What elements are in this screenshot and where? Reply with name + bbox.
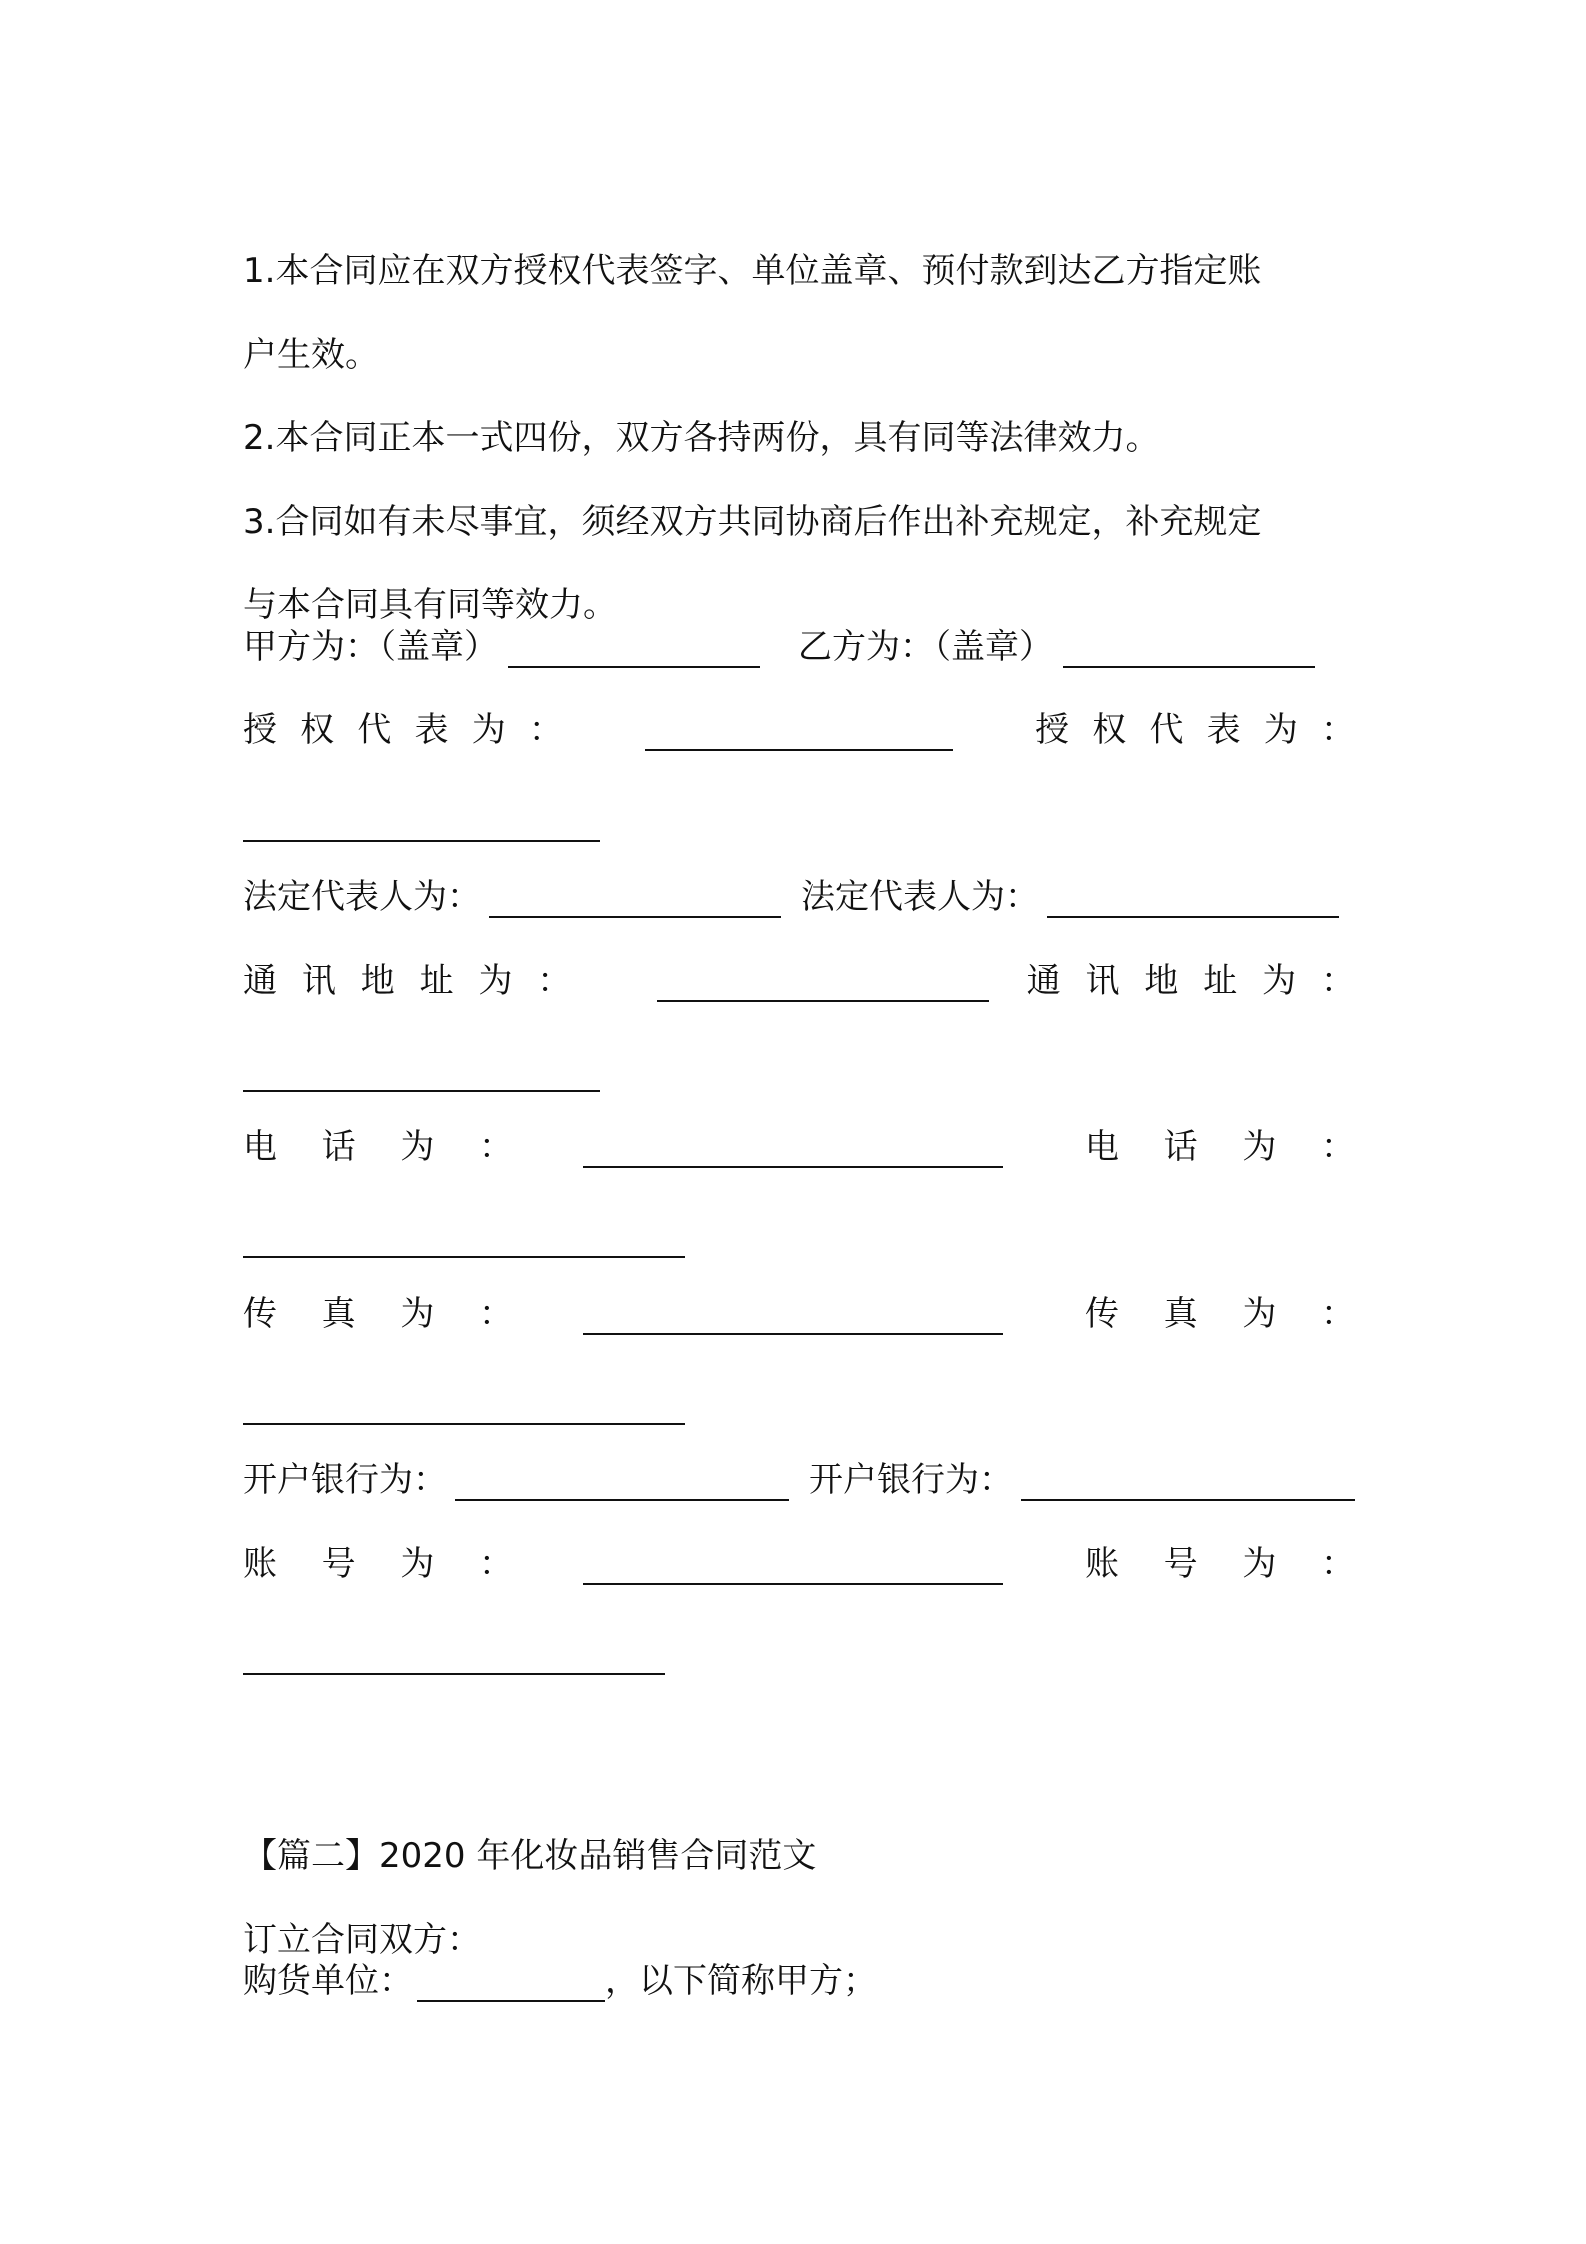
party-b-seal-label: 乙方为：（盖章） [798, 627, 1053, 667]
buyer-label: 购货单位： [243, 1961, 413, 2001]
buyer-row [243, 1960, 1355, 2002]
clause-3-text: 3.合同如有未尽事宜，须经双方共同协商后作出补充规定，补充规定 [243, 502, 1262, 542]
seal-row [243, 626, 1355, 668]
party-b-auth-rep-label: 授 权 代 表 为 ： [1035, 710, 1355, 750]
party-a-seal-label: 甲方为：（盖章） [243, 627, 498, 667]
clause-1-text-cont: 户生效。 [243, 335, 379, 375]
phone-row [243, 1126, 1355, 1168]
clause-3-text-cont: 与本合同具有同等效力。 [243, 585, 617, 625]
section-two-title: 【篇二】2020 年化妆品销售合同范文 [243, 1836, 817, 1876]
party-b-fax-blank[interactable] [243, 1423, 685, 1425]
clause-1-line-2 [0, 292, 1586, 376]
party-a-auth-rep-blank[interactable] [645, 719, 953, 751]
fax-row [243, 1293, 1355, 1335]
clause-3-line-2 [0, 542, 1586, 626]
clause-1-text: 1.本合同应在双方授权代表签字、单位盖章、预付款到达乙方指定账 [243, 251, 1262, 291]
legal-rep-row [243, 876, 1355, 918]
clause-2-line [0, 375, 1586, 459]
party-a-phone-label: 电 话 为 ： [243, 1127, 513, 1167]
bank-row [243, 1459, 1355, 1501]
parties-heading-line [0, 1877, 1586, 1961]
party-b-fax-label: 传 真 为 ： [1085, 1294, 1355, 1334]
address-row [243, 960, 1355, 1002]
party-b-phone-label: 电 话 为 ： [1085, 1127, 1355, 1167]
clause-1-line-1 [0, 208, 1586, 292]
party-b-address-blank[interactable] [243, 1090, 600, 1092]
party-a-auth-rep-label: 授 权 代 表 为 ： [243, 710, 563, 750]
party-a-legal-rep-label: 法定代表人为： [243, 877, 481, 917]
clause-3-line-1 [0, 459, 1586, 543]
party-a-address-blank[interactable] [657, 970, 988, 1002]
parties-heading: 订立合同双方： [243, 1920, 481, 1960]
section-two-title-line [0, 1793, 1586, 1877]
party-a-address-label: 通 讯 地 址 为 ： [243, 961, 572, 1001]
party-a-bank-label: 开户银行为： [243, 1460, 447, 1500]
party-b-account-blank[interactable] [243, 1673, 665, 1675]
buyer-blank[interactable] [417, 1970, 605, 2002]
buyer-suffix: ，以下简称甲方； [605, 1961, 877, 2001]
party-b-bank-label: 开户银行为： [809, 1460, 1013, 1500]
party-a-bank-blank[interactable] [455, 1469, 789, 1501]
party-a-account-blank[interactable] [583, 1553, 1003, 1585]
account-row [243, 1543, 1355, 1585]
party-a-account-label: 账 号 为 ： [243, 1544, 513, 1584]
party-b-seal-blank[interactable] [1063, 636, 1315, 668]
party-a-seal-blank[interactable] [508, 636, 760, 668]
party-b-phone-blank[interactable] [243, 1256, 685, 1258]
party-b-address-label: 通 讯 地 址 为 ： [1026, 961, 1355, 1001]
party-b-account-label: 账 号 为 ： [1085, 1544, 1355, 1584]
party-a-fax-label: 传 真 为 ： [243, 1294, 513, 1334]
party-b-legal-rep-blank[interactable] [1047, 886, 1339, 918]
auth-rep-row [243, 709, 1355, 751]
party-b-auth-rep-blank[interactable] [243, 840, 600, 842]
party-a-legal-rep-blank[interactable] [489, 886, 781, 918]
clause-2-text: 2.本合同正本一式四份，双方各持两份，具有同等法律效力。 [243, 418, 1160, 458]
party-a-fax-blank[interactable] [583, 1303, 1003, 1335]
party-a-phone-blank[interactable] [583, 1136, 1003, 1168]
party-b-legal-rep-label: 法定代表人为： [801, 877, 1039, 917]
party-b-bank-blank[interactable] [1021, 1469, 1355, 1501]
